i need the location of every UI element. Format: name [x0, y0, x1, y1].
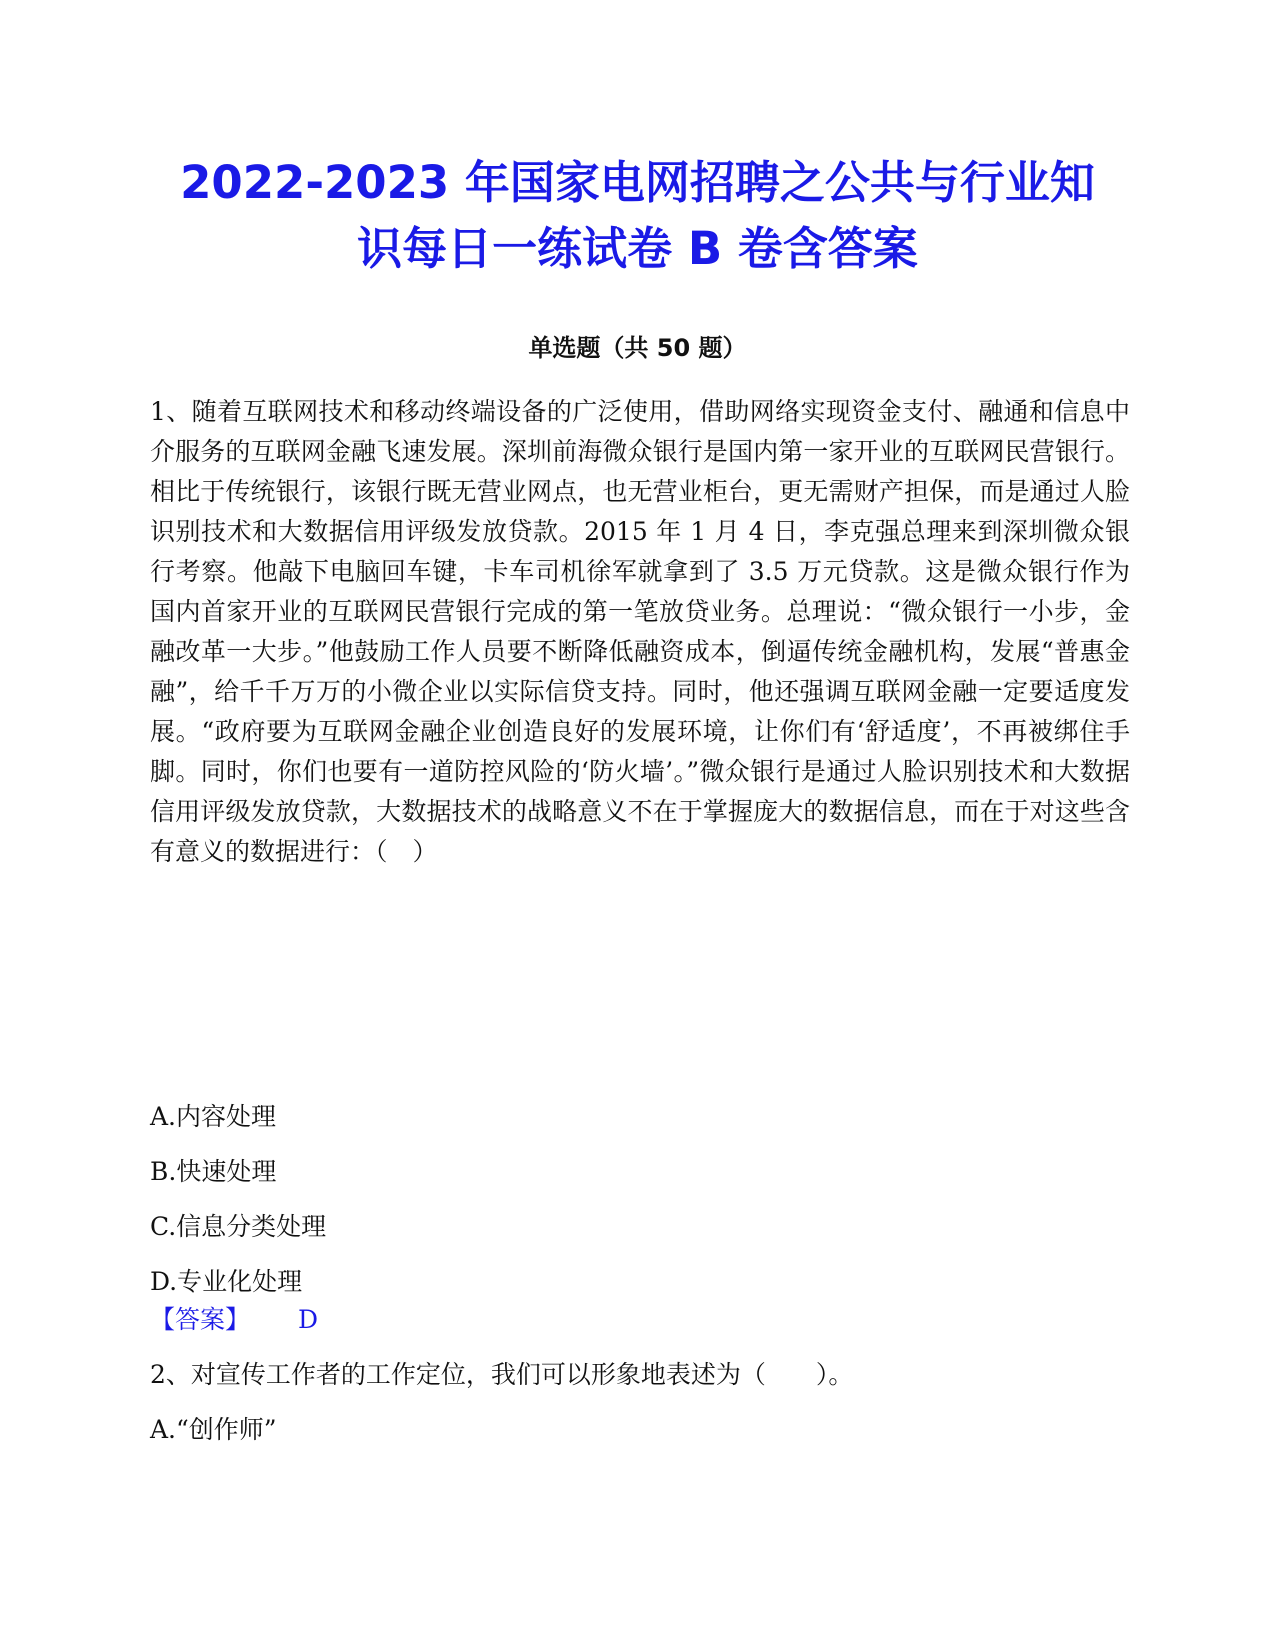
- document-title-line-2: 识每日一练试卷 B 卷含答案: [357, 222, 918, 275]
- question-1-option-c: C.信息分类处理: [150, 1212, 327, 1241]
- document-title-line-1: 2022-2023 年国家电网招聘之公共与行业知: [180, 156, 1095, 209]
- question-1-answer: [150, 1303, 318, 1337]
- question-1-stem: 1、随着互联网技术和移动终端设备的广泛使用，借助网络实现资金支付、融通和信息中介服务的互联网金融飞速发展。深圳前海微众银行是国内第一家开业的互联网民营银行。相比于传统银行，该银行既无营业网点，也无营业柜台，更无需财产担保，而是通过人脸识别技术和大数据信用评级发放贷款。2015 年 1 月 4 日，李克强总理来到深圳微众银行考察。他敲下电脑回车键，卡车司机徐军就拿到了 3.5 万元贷款。这是微众银行作为国内首家开业的互联网民营银行完成的第一笔放贷业务。总理说：“微众银行一小步，金融改革一大步。”他鼓励工作人员要不断降低融资成本，倒逼传统金融机构，发展“普惠金融”，给千千万万的小微企业以实际信贷支持。同时，他还强调互联网金融一定要适度发展。“政府要为互联网金融企业创造良好的发展环境，让你们有‘舒适度’，不再被绑住手脚。同时，你们也要有一道防控风险的‘防火墙’。”微众银行是通过人脸识别技术和大数据信用评级发放贷款，大数据技术的战略意义不在于掌握庞大的数据信息，而在于对这些含有意义的数据进行：（ ）: [150, 397, 1130, 866]
- answer-label: 【答案】: [150, 1305, 251, 1334]
- question-1-option-d: D.专业化处理: [150, 1267, 303, 1296]
- section-heading: 单选题（共 50 题）: [528, 334, 747, 362]
- question-1-option-a: A.内容处理: [150, 1102, 277, 1131]
- question-1-option-b: B.快速处理: [150, 1157, 277, 1186]
- answer-value: D: [298, 1305, 319, 1334]
- question-2-option-a: A.“创作师”: [150, 1415, 277, 1444]
- question-2-stem: 2、对宣传工作者的工作定位，我们可以形象地表述为（ ）。: [150, 1360, 854, 1389]
- document-title: [120, 150, 1155, 282]
